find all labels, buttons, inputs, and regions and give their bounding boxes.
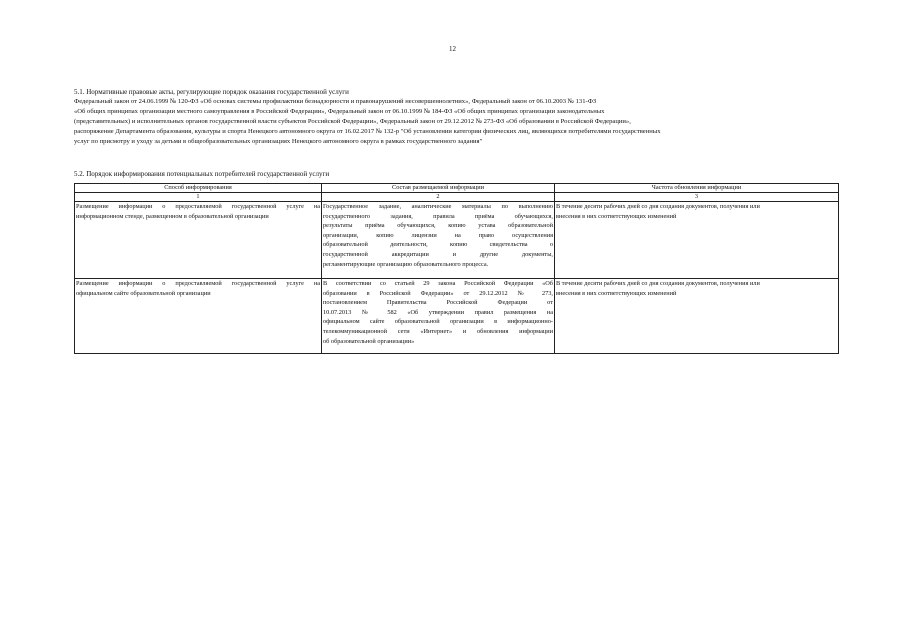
section-5-1-title: 5.1. Нормативные правовые акты, регулирующие порядок оказания государственной услуги bbox=[74, 88, 349, 96]
header-content: Состав размещаемой информации bbox=[322, 184, 555, 193]
table-row bbox=[75, 279, 839, 354]
section-5-1-body bbox=[74, 97, 844, 147]
section-5-1 bbox=[74, 87, 844, 147]
header-method: Способ информирования bbox=[75, 184, 322, 193]
column-number: 3 bbox=[555, 193, 839, 202]
cell-line: результаты приёма обучающихся, копию устава образовательной bbox=[323, 222, 553, 230]
cell-frequency bbox=[555, 279, 839, 354]
section-5-1-line: услуг по присмотру и уходу за детьми в общеобразовательных организациях Ненецкого автономного округа в рамках государственного задания" bbox=[74, 138, 483, 145]
section-5-1-line: распоряжение Департамента образования, культуры и спорта Ненецкого автономного округа от 16.02.2017 № 132-р "Об установлении категории физических лиц, являющихся потребителями государственных bbox=[74, 128, 661, 135]
table-row bbox=[75, 202, 839, 279]
cell-line: Размещение информации о предоставляемой государственной услуге на bbox=[76, 280, 320, 287]
cell-line: официальном сайте образовательной организации bbox=[76, 289, 211, 297]
cell-line: образовании в Российской Федерации» от 29.12.2012 № 273, bbox=[323, 289, 553, 297]
cell-frequency bbox=[555, 202, 839, 279]
cell-line: об образовательной организации» bbox=[323, 337, 415, 345]
cell-line: государственной аккредитации и другие документы, bbox=[323, 250, 553, 258]
cell-content bbox=[322, 202, 555, 279]
header-frequency: Частота обновления информации bbox=[555, 184, 839, 193]
cell-line: официальном сайте образовательной организации в информационно- bbox=[323, 318, 553, 326]
table-number-row bbox=[75, 193, 839, 202]
cell-line: Государственное задание, аналитические материалы по выполнению bbox=[323, 203, 553, 210]
cell-method bbox=[75, 202, 322, 279]
section-5-2-title: 5.2. Порядок информирования потенциальных потребителей государственной услуги bbox=[74, 170, 330, 178]
cell-line: телекоммуникационной сети «Интернет» и обновления информации bbox=[323, 327, 553, 335]
cell-line: внесения в них соответствующих изменений bbox=[556, 289, 677, 297]
column-number: 2 bbox=[322, 193, 555, 202]
information-table bbox=[74, 183, 839, 354]
cell-line: регламентирующие организацию образовательного процесса. bbox=[323, 260, 489, 268]
cell-line: организации, копию лицензии на право осуществления bbox=[323, 231, 553, 239]
section-5-1-line: (представительных) и исполнительных органов государственной власти субъектов Российской Федерации», Федеральный закон от 29.12.2012 № 273-ФЗ «Об образовании в Российской Федерации», bbox=[74, 118, 631, 125]
cell-line: Размещение информации о предоставляемой государственной услуге на bbox=[76, 203, 320, 210]
cell-line: 10.07.2013 № 582 «Об утверждении правил размещения на bbox=[323, 308, 553, 316]
table-header-row bbox=[75, 184, 839, 193]
section-5-1-line: «Об общих принципах организации местного самоуправления в Российской Федерации», Федеральный закон от 06.10.1999 № 184-ФЗ «Об общих принципах организации законодательных bbox=[74, 108, 605, 115]
column-number: 1 bbox=[75, 193, 322, 202]
section-5-2 bbox=[74, 169, 844, 179]
cell-line: информационном стенде, размещенном в образовательной организации bbox=[76, 212, 269, 220]
cell-line: В течение десяти рабочих дней со дня создания документов, получения или bbox=[556, 280, 760, 287]
page-number: 12 bbox=[449, 45, 456, 53]
cell-line: внесения в них соответствующих изменений bbox=[556, 212, 677, 220]
section-5-1-line: Федеральный закон от 24.06.1999 № 120-ФЗ «Об основах системы профилактики безнадзорности и правонарушений несовершеннолетних», Федеральный закон от 06.10.2003 № 131-ФЗ bbox=[74, 98, 597, 105]
cell-line: В течение десяти рабочих дней со дня создания документов, получения или bbox=[556, 203, 760, 210]
cell-line: образовательной деятельности, копию свидетельства о bbox=[323, 241, 553, 249]
cell-line: государственного задания, правила приёма обучающихся, bbox=[323, 212, 553, 220]
cell-method bbox=[75, 279, 322, 354]
cell-line: В соответствии со статьей 29 закона Российской Федерации «Об bbox=[323, 280, 553, 287]
cell-line: постановлением Правительства Российской Федерации от bbox=[323, 299, 553, 307]
cell-content bbox=[322, 279, 555, 354]
